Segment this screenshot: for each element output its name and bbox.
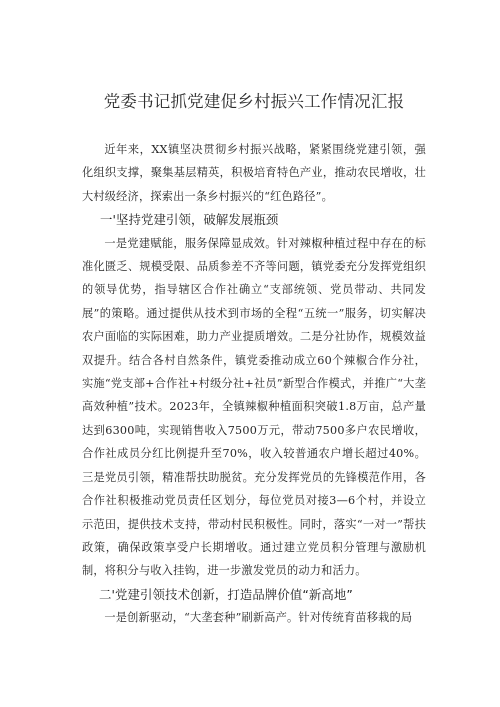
section-heading-2: 二'党建引领技术创新，打造品牌价值“新高地” <box>99 586 353 602</box>
document-title: 党委书记抓党建促乡村振兴工作情况汇报 <box>103 92 405 111</box>
section-2-paragraph: 一是创新驱动，“大垄套种”刷新高产。针对传统育苗移栽的局 <box>104 611 413 625</box>
section-1-paragraph: 一是党建赋能，服务保障显成效。针对辣椒种植过程中存在的标准化匮乏、规模受限、品质参差不齐等问题，镇党委充分发挥党组织的领导优势，指导辖区合作社确立“支部统领、党员带动、共同发展”的策略。通过提供从技术到市场的全程“五统一”服务，切实解决农户面临的实际困难，助力产业提质增效。二是分社协作，规模效益双提升。结合各村自然条件，镇党委推动成立60个辣椒合作分社，实施“党支部+合作社+村级分社+社员”新型合作模式，并推广“大垄高效种植”技术。2023年，全镇辣椒种植面积突破1.8万亩，总产量达到6300吨，实现销售收入7500万元，带动7500多户农民增收，合作社成员分红比例提升至70%，收入较普通农户增长超过40%。三是党员引领，精准帮扶助脱贫。充分发挥党员的先锋模范作用，各合作社积极推动党员责任区划分，每位党员对接3—6个村，并设立示范田，提供技术支持，带动村民积极性。同时，落实“一对一”帮扶政策，确保政策享受户长期增收。通过建立党员积分管理与激励机制，将积分与收入挂钩，进一步激发党员的动力和活力。 <box>82 236 426 578</box>
document-body <box>82 138 426 630</box>
section-heading-1: 一'坚持党建引领，破解发展瓶颈 <box>100 212 279 228</box>
intro-paragraph: 近年来，XX镇坚决贯彻乡村振兴战略，紧紧围绕党建引领，强化组织支撑，聚集基层精英，积极培育特色产业，推动农民增收，壮大村级经济，探索出一条乡村振兴的“红色路径”。 <box>82 143 426 203</box>
